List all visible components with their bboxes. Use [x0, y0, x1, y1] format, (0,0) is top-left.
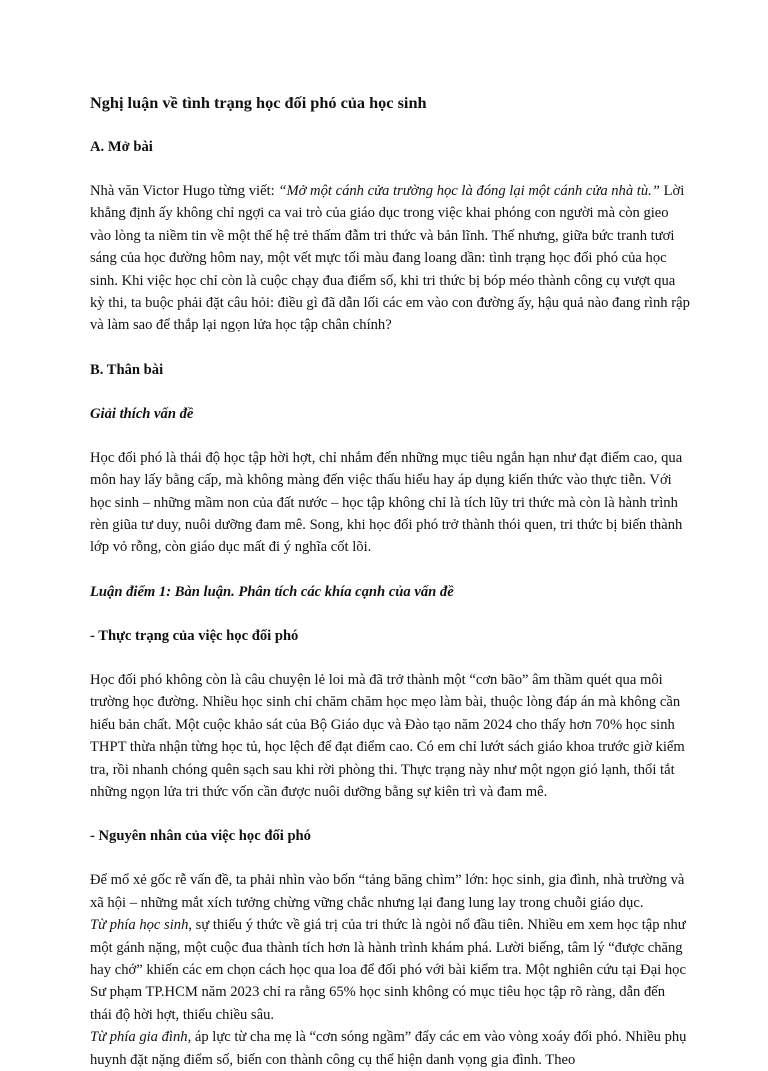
section-heading-mo-bai: A. Mở bài — [90, 139, 153, 155]
student-label: Từ phía học sinh — [90, 917, 189, 934]
family-paragraph — [90, 1026, 690, 1071]
student-text: , sự thiếu ý thức về giá trị của tri thức là ngòi nổ đầu tiên. Nhiều em xem học tập như một gánh nặng, một cuộc đua thành tích hơn là hành trình khám phá. Lười biếng, tâm lý “được chăng hay chớ” khiến các em chọn cách học qua loa để đối phó với bài kiểm tra. Một nghiên cứu tại Đại học Sư phạm TP.HCM năm 2023 chỉ ra rằng 65% học sinh không có mục tiêu học tập rõ ràng, dẫn đến thái độ hời hợt, thiếu chiều sâu. — [90, 917, 686, 1023]
subheading-luan-diem-1: Luận điểm 1: Bàn luận. Phân tích các khía cạnh của vấn đề — [90, 583, 454, 600]
subheading-giai-thich: Giải thích vấn đề — [90, 405, 194, 422]
section-heading-than-bai: B. Thân bài — [90, 361, 164, 378]
student-paragraph — [90, 914, 690, 1026]
intro-prefix: Nhà văn Victor Hugo từng viết: — [90, 183, 279, 199]
intro-rest: Lời khẳng định ấy không chỉ ngợi ca vai trò của giáo dục trong việc khai phóng con người mà còn gieo vào lòng ta niềm tin về một thế hệ trẻ thấm đẫm tri thức và bản lĩnh. Thế nhưng, giữa bức tranh tươi sáng của học đường hôm nay, một vết mực tối màu đang loang dần: tình trạng học đối phó của học sinh. Khi việc học chỉ còn là cuộc chạy đua điểm số, khi tri thức bị bóp méo thành công cụ vượt qua kỳ thi, ta buộc phải đặt câu hỏi: điều gì đã dẫn lối các em vào con đường ấy, hậu quả nào đang rình rập và làm sao để thắp lại ngọn lửa học tập chân chính? — [90, 183, 690, 334]
explain-paragraph: Học đối phó là thái độ học tập hời hợt, chỉ nhắm đến những mục tiêu ngắn hạn như đạt điểm cao, qua môn hay lấy bằng cấp, mà không màng đến việc thấu hiểu hay áp dụng kiến thức vào thực tiễn. Với học sinh – những mầm non của đất nước – học tập không chỉ là tích lũy tri thức mà còn là hành trình rèn giũa tư duy, nuôi dưỡng đam mê. Song, khi học đối phó trở thành thói quen, tri thức bị biến thành lớp vỏ rỗng, còn giáo dục mất đi ý nghĩa cốt lõi. — [90, 449, 683, 556]
family-text: , áp lực từ cha mẹ là “cơn sóng ngầm” đẩy các em vào vòng xoáy đối phó. Nhiều phụ huynh đặt nặng điểm số, biến con thành công cụ thể hiện danh vọng gia đình. Theo — [90, 1029, 687, 1068]
reality-paragraph: Học đối phó không còn là câu chuyện lẻ loi mà đã trở thành một “cơn bão” âm thầm quét qua môi trường học đường. Nhiều học sinh chỉ chăm chăm học mẹo làm bài, thuộc lòng đáp án mà không cần hiểu bản chất. Một cuộc khảo sát của Bộ Giáo dục và Đào tạo năm 2024 cho thấy hơn 70% học sinh THPT thừa nhận từng học tủ, học lệch để đạt điểm cao. Có em chỉ lướt sách giáo khoa trước giờ kiểm tra, rồi nhanh chóng quên sạch sau khi rời phòng thi. Thực trạng này như một ngọn gió lạnh, thổi tắt những ngọn lửa tri thức vốn cần được nuôi dưỡng bằng sự kiên trì và đam mê. — [90, 671, 685, 800]
subheading-nguyen-nhan: - Nguyên nhân của việc học đối phó — [90, 828, 311, 845]
subheading-thuc-trang: - Thực trạng của việc học đối phó — [90, 627, 299, 644]
document-body — [90, 92, 690, 1071]
intro-paragraph — [90, 180, 690, 337]
hugo-quote: “Mở một cánh cửa trường học là đóng lại một cánh cửa nhà tù.” — [278, 183, 660, 199]
document-title: Nghị luận về tình trạng học đối phó của học sinh — [90, 93, 427, 112]
family-label: Từ phía gia đình — [90, 1029, 188, 1046]
cause-paragraph: Để mổ xẻ gốc rễ vấn đề, ta phải nhìn vào bốn “tảng băng chìm” lớn: học sinh, gia đình, nhà trường và xã hội – những mắt xích tưởng chừng vững chắc nhưng lại đang lung lay trong chuỗi giáo dục. — [90, 872, 685, 911]
